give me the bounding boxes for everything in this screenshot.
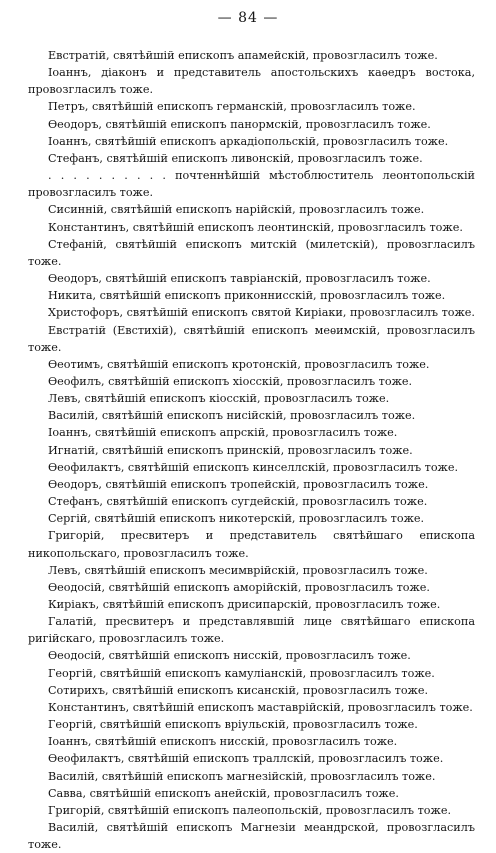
paragraph: Стефанъ, святѣйшій епископъ сугдейскій, провозгласилъ тоже. xyxy=(48,495,428,509)
paragraph: . . . . . . . . . . почтеннѣйшій мѣстоблюститель леонтопольскій провозгласилъ тоже. xyxy=(28,169,475,200)
paragraph: Іоаннъ, діаконъ и представитель апостольскихъ каѳедръ востока, провозгласилъ тоже. xyxy=(28,66,475,97)
paragraph: Ѳеодосій, святѣйшій епископъ нисскій, провозгласилъ тоже. xyxy=(48,649,411,663)
paragraph: Ѳеодоръ, святѣйшій епископъ тавріанскій, провозгласилъ тоже. xyxy=(48,272,431,286)
paragraph: Сотирихъ, святѣйшій епископъ кисанскій, провозгласилъ тоже. xyxy=(48,683,429,697)
paragraph: Ѳеофилактъ, святѣйшій епископъ кинселлскій, провозгласилъ тоже. xyxy=(48,460,459,474)
paragraph: Василій, святѣйшій епископъ нисійскій, провозгласилъ тоже. xyxy=(48,409,416,423)
text-block xyxy=(28,47,475,853)
paragraph: Іоаннъ, святѣйшій епископъ апрскій, провозгласилъ тоже. xyxy=(48,426,398,440)
paragraph: Константинъ, святѣйшій епископъ маставрійскій, провозгласилъ тоже. xyxy=(48,700,473,714)
paragraph: Ѳеодоръ, святѣйшій епископъ тропейскій, провозгласилъ тоже. xyxy=(48,477,429,491)
paragraph: Ѳеофилъ, святѣйшій епископъ хіосскій, провозгласилъ тоже. xyxy=(48,374,413,388)
paragraph: Галатій, пресвитеръ и представлявшій лице святѣйшаго епископа ригійскаго, провозгласилъ тоже. xyxy=(28,615,475,646)
paragraph: Ѳеодоръ, святѣйшій епископъ панормскій, провозгласилъ тоже. xyxy=(48,117,431,131)
paragraph: Сергій, святѣйшій епископъ никотерскій, провозгласилъ тоже. xyxy=(48,512,425,526)
paragraph: Георгій, святѣйшій епископъ вріульскій, провозгласилъ тоже. xyxy=(48,718,418,732)
paragraph: Петръ, святѣйшій епископъ германскій, провозгласилъ тоже. xyxy=(48,100,416,114)
paragraph: Георгій, святѣйшій епископъ камуліанскій, провозгласилъ тоже. xyxy=(48,666,435,680)
paragraph: Христофоръ, святѣйшій епископъ святой Киріаки, провозгласилъ тоже. xyxy=(48,306,475,320)
paragraph: Григорій, святѣйшій епископъ палеопольскій, провозгласилъ тоже. xyxy=(48,803,452,817)
paragraph: Игнатій, святѣйшій епископъ принскій, провозгласилъ тоже. xyxy=(48,443,413,457)
paragraph: Стефанъ, святѣйшій епископъ ливонскій, провозгласилъ тоже. xyxy=(48,151,423,165)
paragraph: Евстратій (Евстихій), святѣйшій епископъ меѳимскій, провозгласилъ тоже. xyxy=(28,323,475,354)
paragraph: Евстратій, святѣйшій епископъ апамейскій, провозгласилъ тоже. xyxy=(48,49,438,62)
page-number: — 84 — xyxy=(217,10,279,26)
paragraph: Василій, святѣйшій епископъ Магнезіи меандрской, провозгласилъ тоже. xyxy=(28,821,475,852)
paragraph: Никита, святѣйшій епископъ приконнисскій, провозгласилъ тоже. xyxy=(48,289,446,303)
paragraph: Стефаній, святѣйшій епископъ митскій (милетскій), провозгласилъ тоже. xyxy=(28,237,475,268)
paragraph: Ѳеодосій, святѣйшій епископъ аморійскій, провозгласилъ тоже. xyxy=(48,580,430,594)
paragraph: Константинъ, святѣйшій епископъ леонтинскій, провозгласилъ тоже. xyxy=(48,220,463,234)
paragraph: Левъ, святѣйшій епископъ месимврійскій, провозгласилъ тоже. xyxy=(48,563,428,577)
paragraph: Сисинній, святѣйшій епископъ нарійскій, провозгласилъ тоже. xyxy=(48,203,425,217)
paragraph: Савва, святѣйшій епископъ анейскій, провозгласилъ тоже. xyxy=(48,786,399,800)
paragraph: Іоаннъ, святѣйшій епископъ нисскій, провозгласилъ тоже. xyxy=(48,735,398,749)
paragraph: Левъ, святѣйшій епископъ кіосскій, провозгласилъ тоже. xyxy=(48,392,390,406)
paragraph: Григорій, пресвитеръ и представитель святѣйшаго епископа никопольскаго, провозгласилъ тоже. xyxy=(28,529,475,560)
paragraph: Киріакъ, святѣйшій епископъ дрисипарскій, провозгласилъ тоже. xyxy=(48,598,441,611)
paragraph: Ѳеотимъ, святѣйшій епископъ кротонскій, провозгласилъ тоже. xyxy=(48,357,430,371)
paragraph: Ѳеофилактъ, святѣйшій епископъ траллскій, провозгласилъ тоже. xyxy=(48,752,444,766)
paragraph: Іоаннъ, святѣйшій епископъ аркадіопольскій, провозгласилъ тоже. xyxy=(48,134,449,148)
paragraph: Василій, святѣйшій епископъ магнезійскій, провозгласилъ тоже. xyxy=(48,769,436,783)
